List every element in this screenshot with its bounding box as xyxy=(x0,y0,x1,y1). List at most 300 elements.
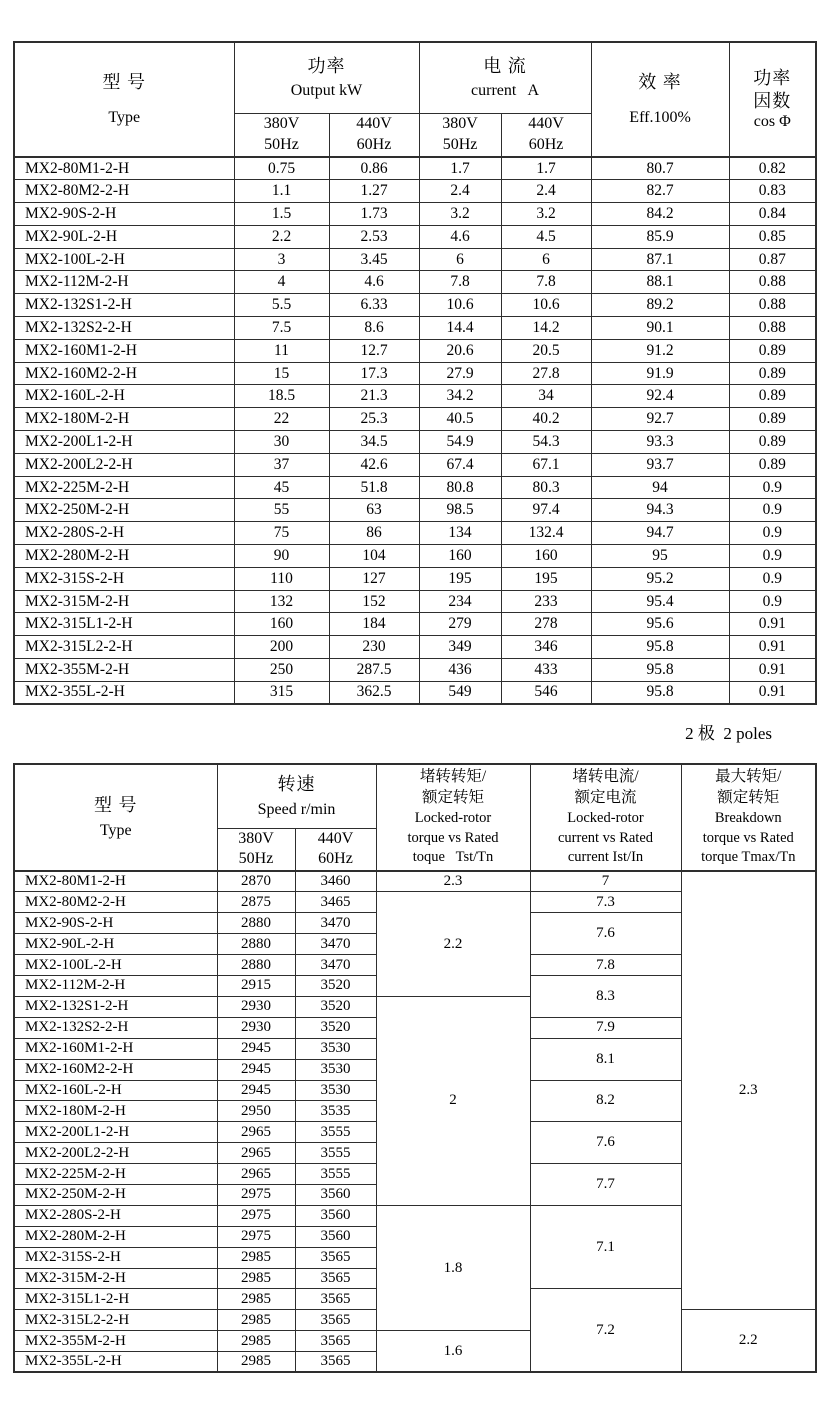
model-name-cell: MX2-250M-2-H xyxy=(14,1184,217,1205)
value-cell: 279 xyxy=(419,613,501,636)
value-cell: 95.8 xyxy=(591,681,729,704)
value-cell: 0.89 xyxy=(729,431,816,454)
locked-rotor-current-cell: 7.6 xyxy=(530,913,681,955)
speed-torque-table-header xyxy=(14,764,816,871)
speed-cell: 2875 xyxy=(217,892,295,913)
value-cell: 94.7 xyxy=(591,522,729,545)
value-cell: 11 xyxy=(234,339,329,362)
speed-cell: 3470 xyxy=(295,934,376,955)
power-440v-subheader xyxy=(329,113,419,157)
value-cell: 87.1 xyxy=(591,248,729,271)
value-cell: 549 xyxy=(419,681,501,704)
speed-torque-table-body xyxy=(14,871,816,1372)
spec-row xyxy=(14,339,816,362)
spec-row xyxy=(14,681,816,704)
header-line: Locked-rotor xyxy=(414,810,492,827)
model-name-cell: MX2-160M2-2-H xyxy=(14,362,234,385)
value-cell: 14.2 xyxy=(501,317,591,340)
value-cell: 2.53 xyxy=(329,225,419,248)
value-cell: 97.4 xyxy=(501,499,591,522)
value-cell: 134 xyxy=(419,522,501,545)
value-cell: 362.5 xyxy=(329,681,419,704)
value-cell: 0.87 xyxy=(729,248,816,271)
model-name-cell: MX2-355L-2-H xyxy=(14,1352,217,1373)
frequency-label: 60Hz xyxy=(528,135,564,153)
value-cell: 4.5 xyxy=(501,225,591,248)
model-name-cell: MX2-100L-2-H xyxy=(14,955,217,976)
value-cell: 0.89 xyxy=(729,385,816,408)
output-power-header-en: Output kW xyxy=(290,82,363,99)
value-cell: 95.8 xyxy=(591,636,729,659)
voltage-label: 380V xyxy=(442,114,478,132)
type-column-header xyxy=(14,764,217,871)
value-cell: 0.86 xyxy=(329,157,419,180)
value-cell: 51.8 xyxy=(329,476,419,499)
value-cell: 95.8 xyxy=(591,659,729,682)
value-cell: 200 xyxy=(234,636,329,659)
value-cell: 95.6 xyxy=(591,613,729,636)
efficiency-header-cn: 效 率 xyxy=(638,72,682,93)
value-cell: 86 xyxy=(329,522,419,545)
power-current-table-body xyxy=(14,157,816,704)
value-cell: 14.4 xyxy=(419,317,501,340)
model-name-cell: MX2-315L1-2-H xyxy=(14,613,234,636)
value-cell: 2.4 xyxy=(419,180,501,203)
value-cell: 160 xyxy=(234,613,329,636)
speed-torque-table xyxy=(13,763,817,1373)
spec-row xyxy=(14,567,816,590)
value-cell: 0.85 xyxy=(729,225,816,248)
speed-cell: 3565 xyxy=(295,1352,376,1373)
model-name-cell: MX2-315S-2-H xyxy=(14,1247,217,1268)
current-header-cn: 电 流 xyxy=(483,55,527,76)
power-380v-subheader xyxy=(234,113,329,157)
frequency-label: 50Hz xyxy=(442,135,478,153)
value-cell: 75 xyxy=(234,522,329,545)
model-name-cell: MX2-90S-2-H xyxy=(14,203,234,226)
value-cell: 0.9 xyxy=(729,522,816,545)
value-cell: 80.7 xyxy=(591,157,729,180)
speed-cell: 2985 xyxy=(217,1331,295,1352)
spec-row xyxy=(14,636,816,659)
speed-cell: 2945 xyxy=(217,1038,295,1059)
value-cell: 1.5 xyxy=(234,203,329,226)
spec-row xyxy=(14,522,816,545)
value-cell: 132.4 xyxy=(501,522,591,545)
spec-row xyxy=(14,225,816,248)
value-cell: 18.5 xyxy=(234,385,329,408)
header-line: torque vs Rated xyxy=(702,829,794,846)
speed-cell: 3470 xyxy=(295,913,376,934)
locked-rotor-current-cell: 7.6 xyxy=(530,1122,681,1164)
speed-cell: 2870 xyxy=(217,871,295,892)
locked-rotor-current-cell: 7.8 xyxy=(530,955,681,976)
value-cell: 0.88 xyxy=(729,294,816,317)
spec-row xyxy=(14,248,816,271)
speed-cell: 2975 xyxy=(217,1226,295,1247)
value-cell: 67.1 xyxy=(501,453,591,476)
value-cell: 0.91 xyxy=(729,659,816,682)
output-power-header-cn: 功率 xyxy=(307,55,346,76)
value-cell: 1.7 xyxy=(419,157,501,180)
value-cell: 287.5 xyxy=(329,659,419,682)
value-cell: 250 xyxy=(234,659,329,682)
value-cell: 93.7 xyxy=(591,453,729,476)
value-cell: 17.3 xyxy=(329,362,419,385)
value-cell: 20.5 xyxy=(501,339,591,362)
power-factor-header-cn2: 因数 xyxy=(753,90,792,111)
header-line: Breakdown xyxy=(714,810,782,827)
model-name-cell: MX2-355M-2-H xyxy=(14,659,234,682)
value-cell: 3.45 xyxy=(329,248,419,271)
value-cell: 95.4 xyxy=(591,590,729,613)
value-cell: 95 xyxy=(591,545,729,568)
current-group-header xyxy=(419,42,591,113)
value-cell: 230 xyxy=(329,636,419,659)
model-name-cell: MX2-250M-2-H xyxy=(14,499,234,522)
model-name-cell: MX2-200L2-2-H xyxy=(14,453,234,476)
locked-rotor-torque-column-header xyxy=(376,764,530,871)
value-cell: 152 xyxy=(329,590,419,613)
model-name-cell: MX2-160M1-2-H xyxy=(14,339,234,362)
speed-cell: 2880 xyxy=(217,955,295,976)
value-cell: 0.91 xyxy=(729,636,816,659)
locked-rotor-current-column-header xyxy=(530,764,681,871)
speed-group-header xyxy=(217,764,376,828)
frequency-label: 60Hz xyxy=(356,135,392,153)
value-cell: 40.2 xyxy=(501,408,591,431)
value-cell: 160 xyxy=(501,545,591,568)
locked-rotor-torque-cell: 2 xyxy=(376,996,530,1205)
spec-row xyxy=(14,271,816,294)
value-cell: 54.9 xyxy=(419,431,501,454)
value-cell: 3.2 xyxy=(501,203,591,226)
value-cell: 0.89 xyxy=(729,362,816,385)
value-cell: 2.2 xyxy=(234,225,329,248)
spec-row xyxy=(14,545,816,568)
speed-cell: 3460 xyxy=(295,871,376,892)
value-cell: 195 xyxy=(501,567,591,590)
header-line: 额定转矩 xyxy=(717,789,780,807)
voltage-label: 380V xyxy=(238,829,274,847)
value-cell: 3 xyxy=(234,248,329,271)
model-name-cell: MX2-160L-2-H xyxy=(14,1080,217,1101)
voltage-label: 440V xyxy=(356,114,392,132)
model-name-cell: MX2-225M-2-H xyxy=(14,476,234,499)
value-cell: 63 xyxy=(329,499,419,522)
value-cell: 0.89 xyxy=(729,408,816,431)
value-cell: 5.5 xyxy=(234,294,329,317)
value-cell: 89.2 xyxy=(591,294,729,317)
model-name-cell: MX2-315M-2-H xyxy=(14,590,234,613)
type-column-header xyxy=(14,42,234,157)
value-cell: 1.73 xyxy=(329,203,419,226)
power-factor-column-header xyxy=(729,42,816,157)
value-cell: 34.5 xyxy=(329,431,419,454)
value-cell: 92.7 xyxy=(591,408,729,431)
speed-cell: 2880 xyxy=(217,934,295,955)
value-cell: 4.6 xyxy=(329,271,419,294)
type-header-en: Type xyxy=(108,108,141,126)
header-line: 堵转转矩/ xyxy=(419,768,487,786)
value-cell: 20.6 xyxy=(419,339,501,362)
model-name-cell: MX2-132S2-2-H xyxy=(14,1017,217,1038)
speed-cell: 2950 xyxy=(217,1101,295,1122)
speed-cell: 2965 xyxy=(217,1122,295,1143)
value-cell: 3.2 xyxy=(419,203,501,226)
voltage-label: 440V xyxy=(528,114,564,132)
model-name-cell: MX2-200L1-2-H xyxy=(14,1122,217,1143)
model-name-cell: MX2-280M-2-H xyxy=(14,1226,217,1247)
speed-cell: 2945 xyxy=(217,1059,295,1080)
model-name-cell: MX2-355M-2-H xyxy=(14,1331,217,1352)
spec-row xyxy=(14,590,816,613)
value-cell: 30 xyxy=(234,431,329,454)
value-cell: 1.1 xyxy=(234,180,329,203)
type-header-en: Type xyxy=(99,821,132,839)
value-cell: 433 xyxy=(501,659,591,682)
value-cell: 93.3 xyxy=(591,431,729,454)
spec-row xyxy=(14,385,816,408)
value-cell: 88.1 xyxy=(591,271,729,294)
value-cell: 346 xyxy=(501,636,591,659)
model-name-cell: MX2-280S-2-H xyxy=(14,1205,217,1226)
value-cell: 0.75 xyxy=(234,157,329,180)
value-cell: 0.83 xyxy=(729,180,816,203)
value-cell: 0.9 xyxy=(729,476,816,499)
breakdown-torque-column-header xyxy=(681,764,816,871)
value-cell: 0.88 xyxy=(729,271,816,294)
speed-cell: 2930 xyxy=(217,1017,295,1038)
speed-cell: 2965 xyxy=(217,1143,295,1164)
speed-cell: 3555 xyxy=(295,1122,376,1143)
value-cell: 6.33 xyxy=(329,294,419,317)
speed-cell: 2985 xyxy=(217,1247,295,1268)
model-name-cell: MX2-180M-2-H xyxy=(14,1101,217,1122)
speed-cell: 3565 xyxy=(295,1268,376,1289)
header-line: 额定转矩 xyxy=(422,789,485,807)
output-power-group-header xyxy=(234,42,419,113)
spec-row xyxy=(14,157,816,180)
value-cell: 22 xyxy=(234,408,329,431)
value-cell: 54.3 xyxy=(501,431,591,454)
speed-header-cn: 转速 xyxy=(277,774,316,794)
model-name-cell: MX2-315M-2-H xyxy=(14,1268,217,1289)
speed-cell: 3465 xyxy=(295,892,376,913)
speed-cell: 2915 xyxy=(217,976,295,997)
model-name-cell: MX2-200L1-2-H xyxy=(14,431,234,454)
value-cell: 6 xyxy=(419,248,501,271)
model-name-cell: MX2-355L-2-H xyxy=(14,681,234,704)
model-name-cell: MX2-315S-2-H xyxy=(14,567,234,590)
value-cell: 0.9 xyxy=(729,499,816,522)
header-line: torque Tmax/Tn xyxy=(701,849,796,866)
speed-cell: 2985 xyxy=(217,1352,295,1373)
value-cell: 7.8 xyxy=(419,271,501,294)
value-cell: 34 xyxy=(501,385,591,408)
value-cell: 184 xyxy=(329,613,419,636)
value-cell: 90 xyxy=(234,545,329,568)
spec-row xyxy=(14,203,816,226)
model-name-cell: MX2-80M2-2-H xyxy=(14,180,234,203)
header-line: 堵转电流/ xyxy=(572,768,639,786)
value-cell: 315 xyxy=(234,681,329,704)
power-current-table-header xyxy=(14,42,816,157)
header-line: current vs Rated xyxy=(558,829,654,846)
speed-cell: 2880 xyxy=(217,913,295,934)
value-cell: 1.27 xyxy=(329,180,419,203)
model-name-cell: MX2-90S-2-H xyxy=(14,913,217,934)
value-cell: 0.84 xyxy=(729,203,816,226)
locked-rotor-torque-cell: 2.2 xyxy=(376,892,530,996)
header-line: torque vs Rated xyxy=(407,829,499,846)
efficiency-header-en: Eff.100% xyxy=(629,108,691,126)
locked-rotor-current-cell: 7.7 xyxy=(530,1164,681,1206)
speed-cell: 3560 xyxy=(295,1184,376,1205)
speed-cell: 3470 xyxy=(295,955,376,976)
value-cell: 110 xyxy=(234,567,329,590)
locked-rotor-current-cell: 7.1 xyxy=(530,1205,681,1289)
value-cell: 27.9 xyxy=(419,362,501,385)
locked-rotor-current-cell: 8.3 xyxy=(530,976,681,1018)
locked-rotor-current-cell: 7.3 xyxy=(530,892,681,913)
value-cell: 91.9 xyxy=(591,362,729,385)
value-cell: 4 xyxy=(234,271,329,294)
speed-cell: 2985 xyxy=(217,1268,295,1289)
model-name-cell: MX2-180M-2-H xyxy=(14,408,234,431)
value-cell: 27.8 xyxy=(501,362,591,385)
model-name-cell: MX2-80M1-2-H xyxy=(14,157,234,180)
model-name-cell: MX2-132S1-2-H xyxy=(14,294,234,317)
breakdown-torque-cell: 2.2 xyxy=(681,1310,816,1373)
value-cell: 40.5 xyxy=(419,408,501,431)
model-name-cell: MX2-80M2-2-H xyxy=(14,892,217,913)
value-cell: 0.91 xyxy=(729,613,816,636)
model-name-cell: MX2-100L-2-H xyxy=(14,248,234,271)
speed-cell: 3535 xyxy=(295,1101,376,1122)
value-cell: 90.1 xyxy=(591,317,729,340)
speed-cell: 3565 xyxy=(295,1310,376,1331)
value-cell: 10.6 xyxy=(419,294,501,317)
current-380v-subheader xyxy=(419,113,501,157)
current-440v-subheader xyxy=(501,113,591,157)
header-line: Locked-rotor xyxy=(567,810,644,827)
value-cell: 94.3 xyxy=(591,499,729,522)
value-cell: 55 xyxy=(234,499,329,522)
speed-cell: 3520 xyxy=(295,996,376,1017)
poles-note: 2 极 2 poles xyxy=(685,724,772,743)
value-cell: 127 xyxy=(329,567,419,590)
model-name-cell: MX2-90L-2-H xyxy=(14,934,217,955)
value-cell: 37 xyxy=(234,453,329,476)
value-cell: 6 xyxy=(501,248,591,271)
value-cell: 10.6 xyxy=(501,294,591,317)
spec-row xyxy=(14,476,816,499)
model-name-cell: MX2-160M1-2-H xyxy=(14,1038,217,1059)
value-cell: 0.91 xyxy=(729,681,816,704)
value-cell: 45 xyxy=(234,476,329,499)
speed-cell: 3520 xyxy=(295,976,376,997)
model-name-cell: MX2-80M1-2-H xyxy=(14,871,217,892)
speed-cell: 3530 xyxy=(295,1059,376,1080)
value-cell: 95.2 xyxy=(591,567,729,590)
locked-rotor-torque-cell: 2.3 xyxy=(376,871,530,892)
speed-cell: 2985 xyxy=(217,1310,295,1331)
model-name-cell: MX2-112M-2-H xyxy=(14,271,234,294)
value-cell: 12.7 xyxy=(329,339,419,362)
spec-row xyxy=(14,362,816,385)
speed-cell: 2930 xyxy=(217,996,295,1017)
value-cell: 85.9 xyxy=(591,225,729,248)
model-name-cell: MX2-225M-2-H xyxy=(14,1164,217,1185)
value-cell: 4.6 xyxy=(419,225,501,248)
frequency-label: 50Hz xyxy=(264,135,299,153)
speed-cell: 3555 xyxy=(295,1143,376,1164)
model-name-cell: MX2-132S1-2-H xyxy=(14,996,217,1017)
power-factor-header-cn1: 功率 xyxy=(753,68,792,88)
value-cell: 80.3 xyxy=(501,476,591,499)
model-name-cell: MX2-315L2-2-H xyxy=(14,1310,217,1331)
model-name-cell: MX2-160M2-2-H xyxy=(14,1059,217,1080)
spec-row xyxy=(14,317,816,340)
value-cell: 0.88 xyxy=(729,317,816,340)
value-cell: 15 xyxy=(234,362,329,385)
current-header-en: current A xyxy=(471,82,540,99)
speed-cell: 3520 xyxy=(295,1017,376,1038)
value-cell: 349 xyxy=(419,636,501,659)
value-cell: 233 xyxy=(501,590,591,613)
speed-cell: 2965 xyxy=(217,1164,295,1185)
value-cell: 0.89 xyxy=(729,453,816,476)
spec-row xyxy=(14,431,816,454)
header-line: 额定电流 xyxy=(574,789,637,807)
power-factor-header-en: cos Φ xyxy=(753,113,791,130)
model-name-cell: MX2-200L2-2-H xyxy=(14,1143,217,1164)
value-cell: 34.2 xyxy=(419,385,501,408)
efficiency-column-header xyxy=(591,42,729,157)
spec-row xyxy=(14,613,816,636)
model-name-cell: MX2-315L2-2-H xyxy=(14,636,234,659)
voltage-label: 440V xyxy=(317,829,354,847)
value-cell: 67.4 xyxy=(419,453,501,476)
speed-380v-subheader xyxy=(217,828,295,871)
value-cell: 84.2 xyxy=(591,203,729,226)
value-cell: 160 xyxy=(419,545,501,568)
value-cell: 42.6 xyxy=(329,453,419,476)
value-cell: 195 xyxy=(419,567,501,590)
speed-cell: 3530 xyxy=(295,1038,376,1059)
spec-row xyxy=(14,294,816,317)
value-cell: 278 xyxy=(501,613,591,636)
breakdown-torque-cell: 2.3 xyxy=(681,871,816,1310)
value-cell: 8.6 xyxy=(329,317,419,340)
locked-rotor-current-cell: 8.2 xyxy=(530,1080,681,1122)
speed-cell: 2945 xyxy=(217,1080,295,1101)
model-name-cell: MX2-160L-2-H xyxy=(14,385,234,408)
model-name-cell: MX2-112M-2-H xyxy=(14,976,217,997)
speed-cell: 3560 xyxy=(295,1226,376,1247)
speed-cell: 3565 xyxy=(295,1331,376,1352)
spec-row xyxy=(14,408,816,431)
locked-rotor-torque-cell: 1.6 xyxy=(376,1331,530,1373)
header-line: toque Tst/Tn xyxy=(412,849,494,866)
value-cell: 92.4 xyxy=(591,385,729,408)
model-name-cell: MX2-280M-2-H xyxy=(14,545,234,568)
value-cell: 0.82 xyxy=(729,157,816,180)
speed-cell: 3565 xyxy=(295,1247,376,1268)
frequency-label: 60Hz xyxy=(318,850,353,868)
value-cell: 7.8 xyxy=(501,271,591,294)
